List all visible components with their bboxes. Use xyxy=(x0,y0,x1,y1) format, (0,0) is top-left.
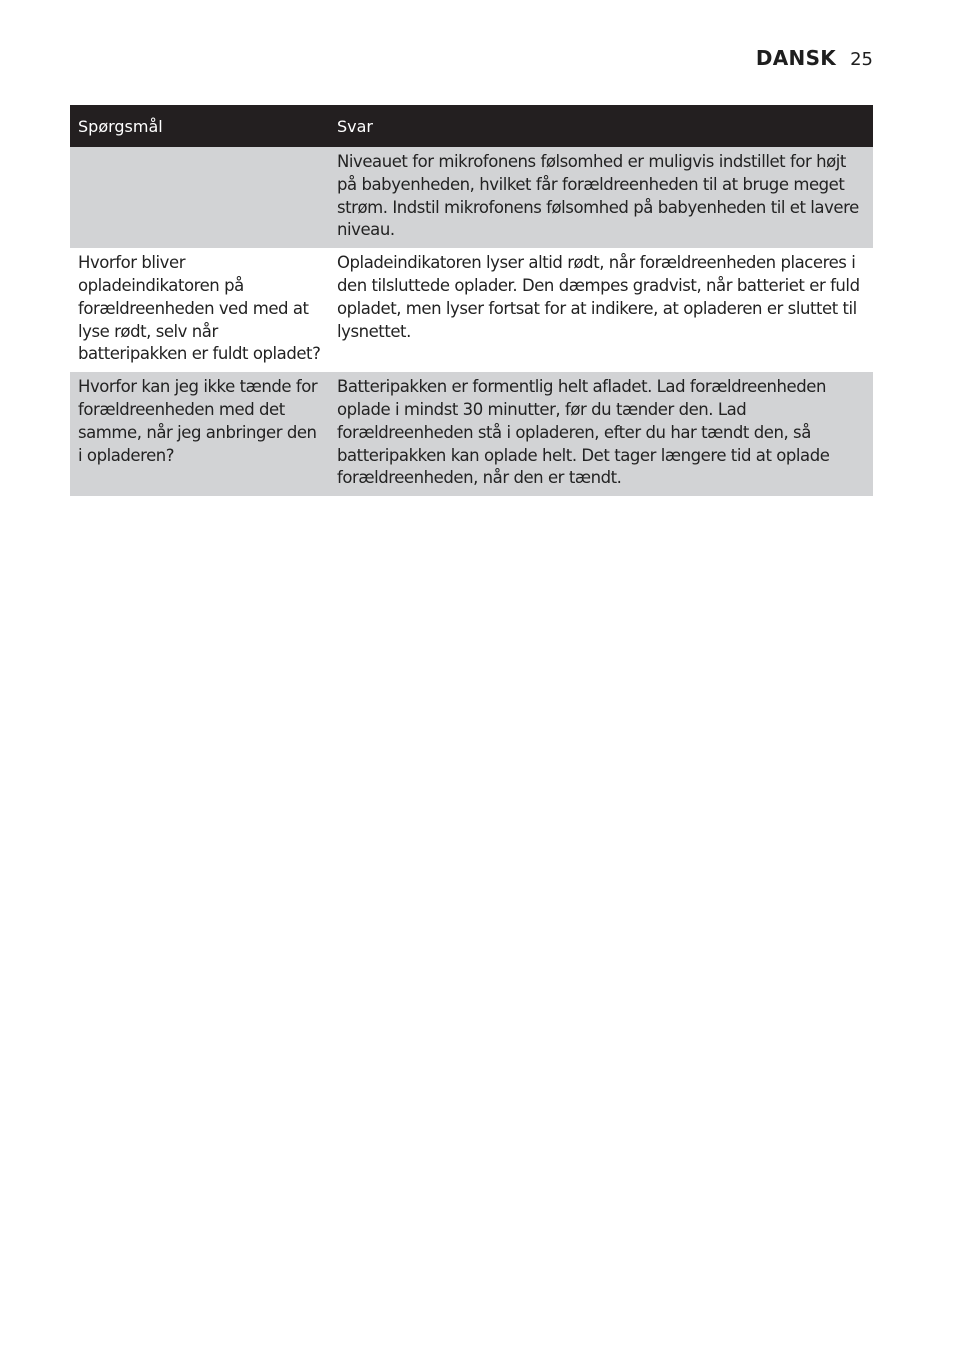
question-cell: Hvorfor kan jeg ikke tænde for forældreenheden med det samme, når jeg anbringer den i opladeren? xyxy=(70,372,329,496)
page-number: 25 xyxy=(850,49,873,70)
page-header xyxy=(756,46,873,70)
answer-cell: Batteripakken er formentlig helt afladet. Lad forældreenheden oplade i mindst 30 minutter, før du tænder den. Lad forældreenheden stå i opladeren, efter du har tændt den, så batteripakken kan oplade helt. Det tager længere tid at oplade forældreenheden, når den er tændt. xyxy=(329,372,873,496)
table-row xyxy=(70,372,873,496)
column-header-question: Spørgsmål xyxy=(70,105,329,147)
column-header-answer: Svar xyxy=(329,105,873,147)
table-row xyxy=(70,248,873,372)
section-name: DANSK xyxy=(755,46,837,70)
question-cell xyxy=(70,147,329,248)
answer-cell: Niveauet for mikrofonens følsomhed er muligvis indstillet for højt på babyenheden, hvilket får forældreenheden til at bruge meget strøm. Indstil mikrofonens følsomhed på babyenheden til et lavere niveau. xyxy=(329,147,873,248)
table-row xyxy=(70,147,873,248)
answer-cell: Opladeindikatoren lyser altid rødt, når forældreenheden placeres i den tilsluttede oplader. Den dæmpes gradvist, når batteriet er fuld opladet, men lyser fortsat for at indikere, at opladeren er sluttet til lysnettet. xyxy=(329,248,873,372)
faq-table xyxy=(70,105,873,496)
question-cell: Hvorfor bliver opladeindikatoren på forældreenheden ved med at lyse rødt, selv når batteripakken er fuldt opladet? xyxy=(70,248,329,372)
table-header-row xyxy=(70,105,873,147)
